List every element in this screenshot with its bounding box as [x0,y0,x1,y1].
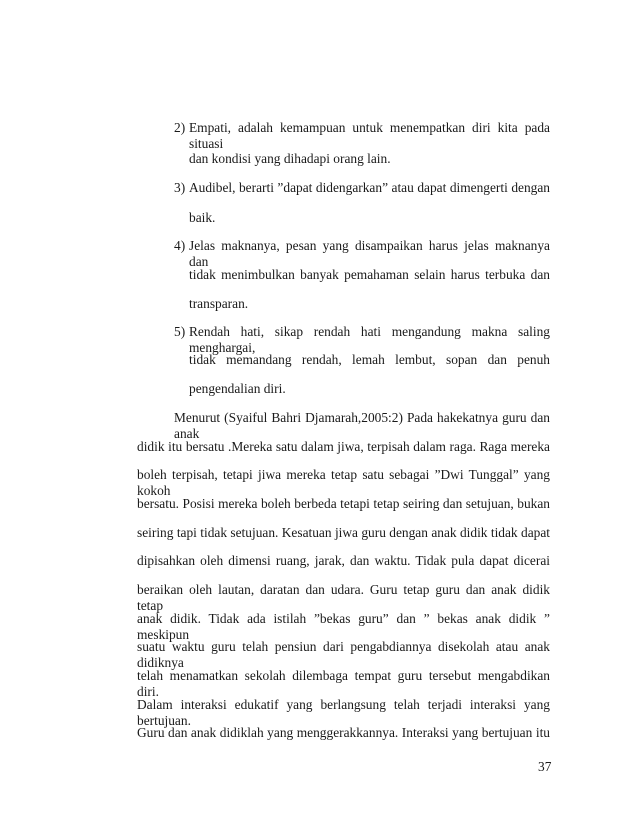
paragraph-line: beraikan oleh lautan, daratan dan udara. Guru tetap guru dan anak didik tetap [137,582,550,613]
list-item-line: Rendah hati, sikap rendah hati mengandung makna saling menghargai, [189,324,550,355]
list-item-line: pengendalian diri. [189,381,286,396]
paragraph-line: telah menamatkan sekolah dilembaga tempat guru tersebut mengabdikan diri. [137,668,550,699]
list-item-line: tidak memandang rendah, lemah lembut, sopan dan penuh [189,352,550,367]
paragraph-line: didik itu bersatu .Mereka satu dalam jiwa, terpisah dalam raga. Raga mereka [137,439,550,454]
paragraph-line: Dalam interaksi edukatif yang berlangsung telah terjadi interaksi yang bertujuan. [137,697,550,728]
page-number: 37 [538,759,552,774]
list-item-line: dan kondisi yang dihadapi orang lain. [189,151,391,166]
paragraph-line: boleh terpisah, tetapi jiwa mereka tetap satu sebagai ”Dwi Tunggal” yang kokoh [137,467,550,498]
list-item-line: Jelas maknanya, pesan yang disampaikan harus jelas maknanya dan [189,238,550,269]
list-item-line: transparan. [189,296,249,311]
list-item-line: tidak menimbulkan banyak pemahaman selain harus terbuka dan [189,267,550,282]
paragraph-line: bersatu. Posisi mereka boleh berbeda tetapi tetap seiring dan setujuan, bukan [137,496,550,511]
list-number: 2) [174,120,186,135]
list-number: 3) [174,180,186,195]
list-number: 5) [174,324,186,339]
list-item-line: Audibel, berarti ”dapat didengarkan” atau dapat dimengerti dengan [189,180,550,195]
list-number: 4) [174,238,186,253]
list-item-line: Empati, adalah kemampuan untuk menempatkan diri kita pada situasi [189,120,550,151]
paragraph-line: suatu waktu guru telah pensiun dari pengabdiannya disekolah atau anak didiknya [137,639,550,670]
paragraph-line: Guru dan anak didiklah yang menggerakkannya. Interaksi yang bertujuan itu [137,725,550,740]
paragraph-line: Menurut (Syaiful Bahri Djamarah,2005:2) Pada hakekatnya guru dan anak [174,410,550,441]
paragraph-line: seiring tapi tidak setujuan. Kesatuan jiwa guru dengan anak didik tidak dapat [137,525,550,540]
paragraph-line: anak didik. Tidak ada istilah ”bekas guru” dan ” bekas anak didik ” meskipun [137,611,550,642]
paragraph-line: dipisahkan oleh dimensi ruang, jarak, dan waktu. Tidak pula dapat dicerai [137,553,550,568]
list-item-line: baik. [189,210,216,225]
